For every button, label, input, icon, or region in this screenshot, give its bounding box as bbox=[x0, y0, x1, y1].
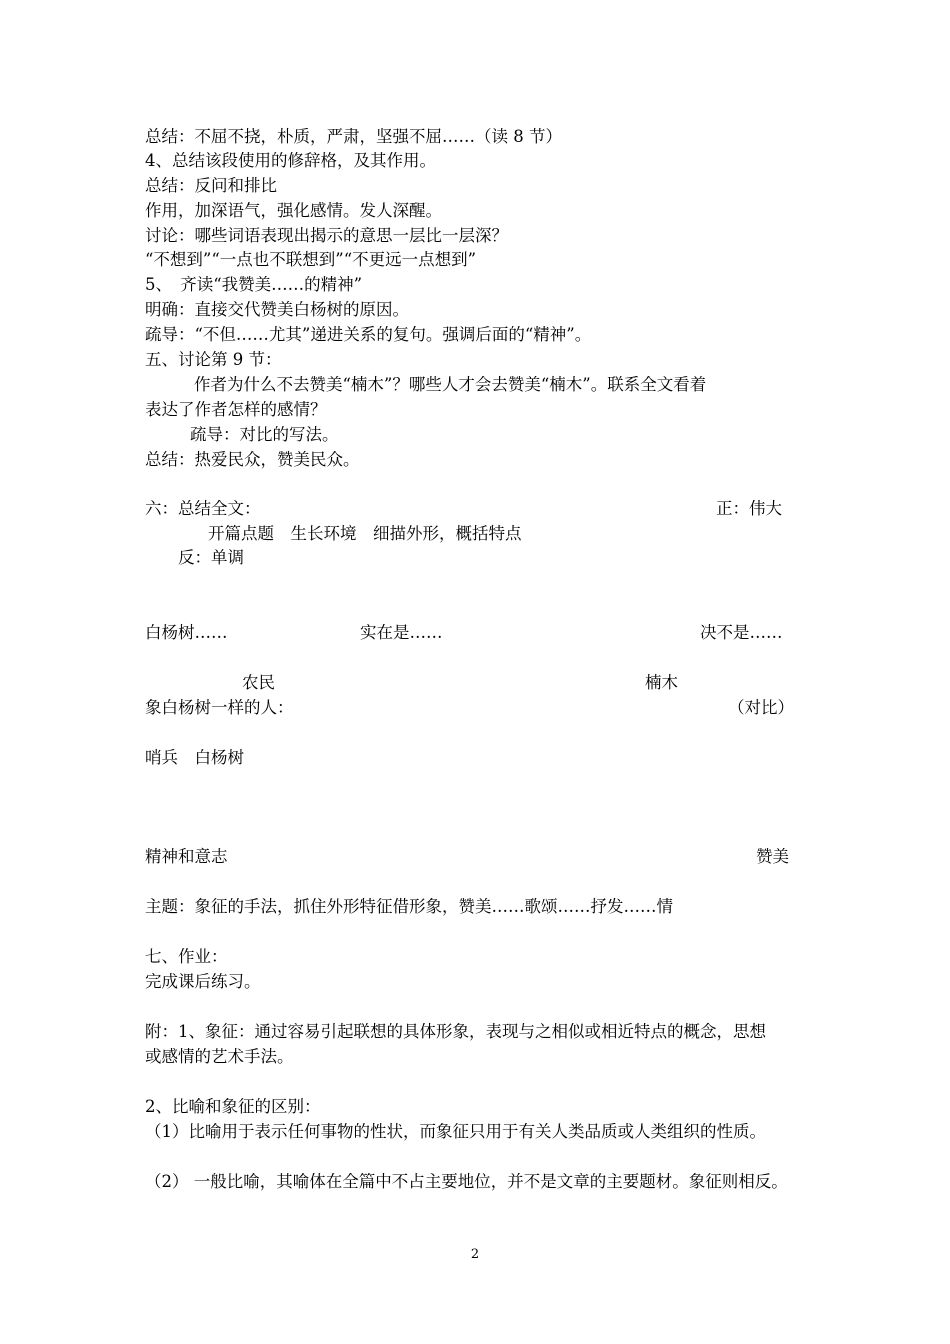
guide-line: 疏导：“不但……尤其”递进关系的复句。强调后面的“精神”。 bbox=[145, 325, 592, 344]
discussion-line: 讨论：哪些词语表现出揭示的意思一层比一层深？ bbox=[145, 226, 508, 245]
homework-task: 完成课后练习。 bbox=[145, 972, 261, 991]
appendix-line: 或感情的艺术手法。 bbox=[145, 1047, 294, 1066]
quoted-phrases: “不想到”“一点也不联想到”“不更远一点想到” bbox=[145, 250, 477, 269]
effect-line: 作用，加深语气，强化感情。发人深醒。 bbox=[145, 201, 442, 220]
farmers-label: 农民 bbox=[242, 673, 275, 692]
section-6-heading: 六：总结全文： bbox=[145, 499, 261, 518]
theme-line: 主题：象征的手法，抓住外形特征借形象，赞美……歌颂……抒发……情 bbox=[145, 897, 673, 916]
item-5: 5、 齐读“我赞美……的精神” bbox=[145, 275, 363, 294]
col-never-is: 决不是…… bbox=[700, 623, 783, 642]
paragraph-line: 表达了作者怎样的感情？ bbox=[145, 400, 327, 419]
sentry-label: 哨兵 白杨树 bbox=[145, 748, 244, 767]
page-number: 2 bbox=[470, 1247, 480, 1262]
praise-label: 赞美 bbox=[756, 847, 789, 866]
clarify-line: 明确：直接交代赞美白杨树的原因。 bbox=[145, 300, 409, 319]
positive-label: 正：伟大 bbox=[716, 499, 782, 518]
summary-line: 总结：不屈不挠，朴质，严肃，坚强不屈……（读 8 节） bbox=[145, 127, 562, 146]
guide-line: 疏导：对比的写法。 bbox=[190, 425, 339, 444]
section-7-heading: 七、作业： bbox=[145, 947, 228, 966]
nanmu-label: 楠木 bbox=[645, 673, 678, 692]
col-poplar: 白杨树…… bbox=[145, 623, 228, 642]
col-really-is: 实在是…… bbox=[360, 623, 443, 642]
spirit-label: 精神和意志 bbox=[145, 847, 228, 866]
negative-label: 反：单调 bbox=[178, 548, 244, 567]
like-people-label: 象白杨树一样的人： bbox=[145, 698, 294, 717]
paragraph-line: 作者为什么不去赞美“楠木”？哪些人才会去赞美“楠木”。联系全文看着 bbox=[194, 375, 707, 394]
appendix-line: （1）比喻用于表示任何事物的性状，而象征只用于有关人类品质或人类组织的性质。 bbox=[145, 1122, 766, 1141]
appendix-line: 附：1、象征：通过容易引起联想的具体形象，表现与之相似或相近特点的概念，思想 bbox=[145, 1022, 766, 1041]
section-5-heading: 五、讨论第 9 节： bbox=[145, 350, 282, 369]
summary-line: 总结：反问和排比 bbox=[145, 176, 277, 195]
opening-line: 开篇点题 生长环境 细描外形，概括特点 bbox=[208, 524, 522, 543]
question-4: 4、总结该段使用的修辞格，及其作用。 bbox=[145, 151, 436, 170]
summary-line: 总结：热爱民众，赞美民众。 bbox=[145, 450, 360, 469]
contrast-label: （对比） bbox=[728, 698, 794, 717]
appendix-line: 2、比喻和象征的区别： bbox=[145, 1097, 321, 1116]
appendix-line: （2） 一般比喻，其喻体在全篇中不占主要地位，并不是文章的主要题材。象征则相反。 bbox=[145, 1172, 788, 1191]
